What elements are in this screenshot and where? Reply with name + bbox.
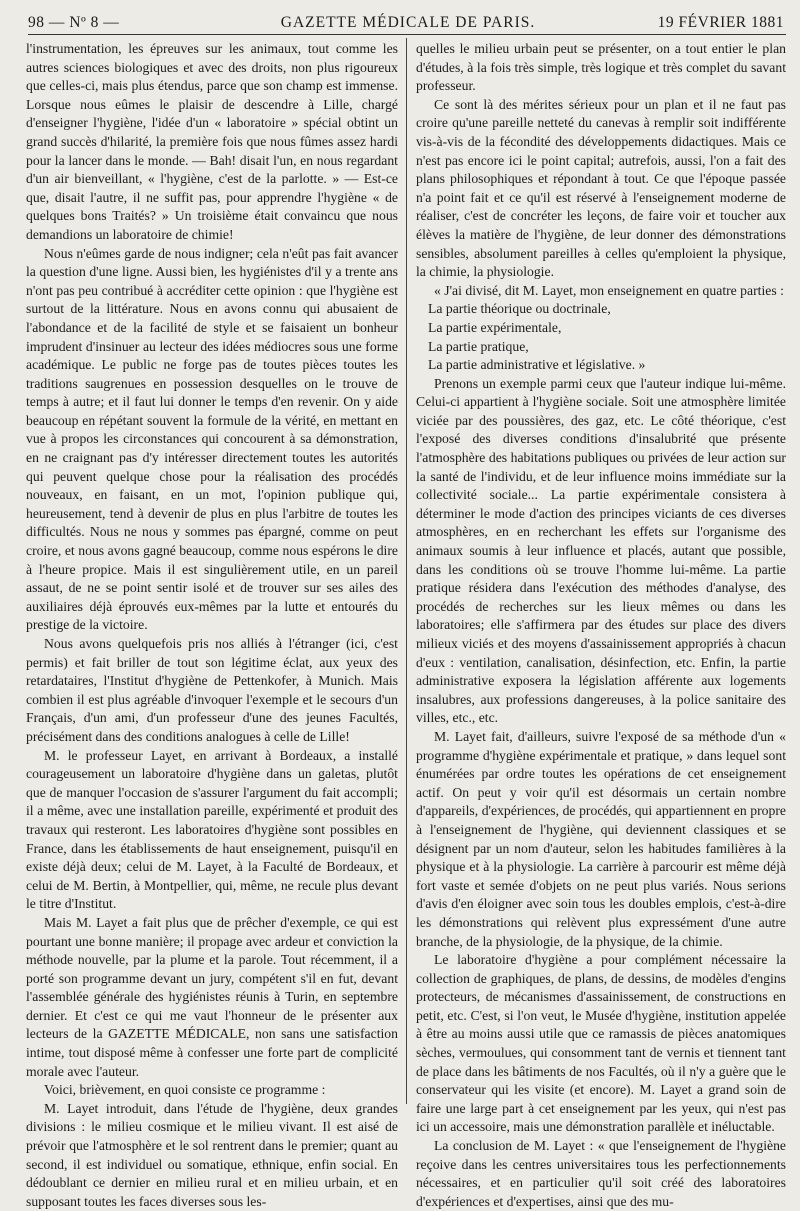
paragraph: quelles le milieu urbain peut se présenter, on a tout entier le plan d'études, à la fois très simple, très logique et très complet du savant professeur. — [416, 41, 786, 94]
paragraph: M. Layet introduit, dans l'étude de l'hygiène, deux grandes divisions : le milieu cosmique et le milieu vivant. Il est aisé de prévoir que l'atmosphère et le sol rentrent dans le premier; quant au second, il est individuel ou somatique, ethnique, enfin social. En dédoublant ce dernier en milieu rural et en milieu urbain, et en supposant toutes les faces diverses sous les- — [26, 1100, 398, 1209]
header-rule — [28, 34, 786, 35]
list-item: La partie pratique, — [428, 338, 529, 354]
paragraph: Mais M. Layet a fait plus que de prêcher d'exemple, ce qui est pourtant une bonne manière; il propage avec ardeur et conviction la méthode nouvelle, par la plume et la parole. Tout récemment, il a porté son programme devant un jury, compétent s'il en fut, devant l'assemblée générale des hygiénistes réunis à Turin, en septembre dernier. Et c'est ce qui me vaut l'honneur de le présenter aux lecteurs de la GAZETTE MÉDICALE, non sans une satisfaction intime, tout disposé même à confesser une forte part de complicité morale avec l'auteur. — [26, 914, 398, 1079]
right-column — [416, 40, 786, 1211]
paragraph: La conclusion de M. Layet : « que l'enseignement de l'hygiène reçoive dans les centres universitaires tous les perfectionnements nécessaires, et en particulier qu'il soit créé des laboratoires d'expériences et d'expertises, ainsi que des mu- — [416, 1138, 786, 1209]
paragraph: Prenons un exemple parmi ceux que l'auteur indique lui-même. Celui-ci appartient à l'hygiène sociale. Soit une atmosphère limitée viciée par des poussières, des gaz, etc. Le côté théorique, c'est l'exposé des diverses conditions d'insalubrité que présente l'atmosphère des habitations publiques ou privées de leur action sur la santé de l'individu, et de leur influence moins immédiate sur la collectivité sociale... La partie expérimentale consistera à déterminer le mode d'action des principes viciants de ces diverses atmosphères, en en recherchant les effets sur l'organisme des animaux soumis à leur influence et placés, autant que possible, dans les conditions où se trouve l'homme lui-même. La partie pratique résidera dans l'exécution des méthodes d'analyse, des procédés de recherches sur les lieux mêmes ou dans les laboratoires; elle s'affirmera par des études sur place des divers milieux viciés et des moyens d'assainissement appropriés à chacun d'eux : ventilation, canalisation, désinfection, etc. Enfin, la partie administrative exposera la législation afférente aux logements insalubres, aux professions dangereuses, à la police sanitaire des villes, etc., etc. — [416, 375, 786, 726]
list-item: La partie expérimentale, — [428, 319, 562, 335]
paragraph: Nous n'eûmes garde de nous indigner; cela n'eût pas fait avancer la question d'une ligne. Aussi bien, les hygiénistes d'il y a trente ans n'ont pas peu contribué à accréditer cette opinion : que l'hygiène est surtout de la littérature. Nous en avons connu qui abusaient de l'abondance et de la facilité de style et se faisaient un bonheur imprudent d'insinuer au lecteur des idées médiocres sous une forme académique. Le public ne forge pas de toutes pièces toutes les traditions saugrenues en possession desquelles on le trouve de temps à autre; et il faut lui donner le temps d'en revenir. On y aide beaucoup en répétant souvent la formule de la vérité, en mettant en vue à propos les circonstances qui concourent à sa démonstration, en ne craignant pas d'y intéresser directement toutes les autorités qui peuvent quelque chose pour la réalisation des procédés nouveaux, en faisant, en un mot, l'opinion publique qui, heureusement, tend à devenir de plus en plus l'arbitre de toutes les difficultés. Nous ne nous y sommes pas épargné, comme on peut croire, et nous avons gagné beaucoup, comme nous espérons le dire à l'heure propice. Mais il est singulièrement utile, en un pareil assaut, de ne se point sentir isolé et de trouver sur ses ailes des auxiliaires déjà éprouvés eux-mêmes par la lutte et entourés du prestige de la victoire. — [26, 245, 398, 633]
page-number: 98 — Nº 8 — — [28, 14, 120, 31]
issue-date: 19 FÉVRIER 1881 — [657, 14, 784, 31]
paragraph: « J'ai divisé, dit M. Layet, mon enseignement en quatre parties : — [434, 282, 784, 298]
paragraph: M. Layet fait, d'ailleurs, suivre l'exposé de sa méthode d'un « programme d'hygiène expérimentale et pratique, » dans lequel sont énumérées par ordre toutes les opérations de cet enseignement actif. On peut y voir qu'il est désormais un certain nombre d'appareils, d'expériences, de procédés, qui appartiennent en propre à l'enseignement de l'hygiène, qui deviennent classiques et se désignent par un nom d'auteur, selon les habitudes familières à la physique et à la physiologie. La carrière à parcourir est même déjà fort vaste et semée d'objets on ne peut plus variés. Nous serions d'avis d'en éloigner avec soin tous les doubles emplois, c'est-à-dire les démonstrations qui relèvent plus expressément d'une autre branche, de la physiologie, de la physique, de la chimie. — [416, 728, 786, 949]
column-divider — [406, 38, 407, 1104]
paragraph: M. le professeur Layet, en arrivant à Bordeaux, a installé courageusement un laboratoire d'hygiène dans un galetas, plutôt que de manquer l'occasion de s'assurer l'argument du fait accompli; il a même, avec une installation pareille, expérimenté et produit des travaux qui resteront. Les laboratoires d'hygiène sont possibles en France, dans les établissements de haut enseignement, puisqu'il en existe déjà deux; celui de M. Layet, à la Faculté de Bordeaux, et celui de M. Bertin, à Montpellier, qui, même, ne recule plus devant le titre d'Institut. — [26, 747, 398, 912]
journal-title: GAZETTE MÉDICALE DE PARIS. — [280, 14, 536, 31]
paragraph: Ce sont là des mérites sérieux pour un plan et il ne faut pas croire qu'une pareille netteté du canevas à remplir soit indifférente vis-à-vis de la fécondité des développements didactiques. Mais ce n'est pas encore ici le point capital; autrefois, aussi, l'on a fait des plans philosophiques et répondant à tout. Ce que l'époque passée n'a point fait et ce qu'il est réservé à l'enseignement moderne de réaliser, c'est de concréter les leçons, de faire voir et toucher aux élèves la matière de l'hygiène, de leur donner des démonstrations sensibles, absolument pareilles à celles qu'emploient la physique, la chimie, la physiologie. — [416, 96, 786, 280]
paragraph: Le laboratoire d'hygiène a pour complément nécessaire la collection de graphiques, de plans, de dessins, de modèles d'engins protecteurs, de mécanismes d'assainissement, de constructions en petit, etc. C'est, si l'on veut, le Musée d'hygiène, institution appelée à être au moins aussi utile que ce ramassis de pièces anatomiques sèches, vermoulues, qui consomment tant de vernis et tiennent tant de place dans les bâtiments de nos Facultés, où il n'y a guère que le conservateur qui les visite (et encore). M. Layet a grand soin de faire une large part à cet enseignement par les yeux, qui n'est pas ici un accessoire, mais une démonstration parallèle et inéluctable. — [416, 952, 786, 1135]
paragraph: l'instrumentation, les épreuves sur les animaux, tout comme les autres sciences biologiques et avec des droits, non plus rigoureux que celles-ci, mais plus étendus, parce que son champ est immense. Lorsque nous eûmes le plaisir de descendre à Lille, chargé d'enseigner l'hygiène, l'idée d'un « laboratoire » spécial obtint un grand succès d'hilarité, la première fois que nous fûmes assez hardi pour la lancer dans le monde. — Bah! disait l'un, en nous regardant d'un air bienveillant, « l'hygiène, c'est de la parlotte. » — Est-ce que, disait l'autre, il ne suffit pas, pour apprendre l'hygiène « de quelques bons Traités? » Un troisième était convaincu que nous demandions un laboratoire de chimie! — [26, 41, 398, 242]
list-item: La partie administrative et législative. » — [428, 357, 646, 373]
list-item: La partie théorique ou doctrinale, — [428, 301, 611, 317]
left-column — [26, 40, 398, 1211]
paragraph: Nous avons quelquefois pris nos alliés à l'étranger (ici, c'est permis) et fait briller de tout son légitime éclat, aux yeux des retardataires, l'Institut d'hygiène de Pettenkofer, à Munich. Mais combien il est plus agréable d'invoquer l'exemple et le secours d'un Français, d'un ami, d'un professeur d'une des jeunes Facultés, précisément dans des conditions analogues à celle de Lille! — [26, 636, 398, 744]
page-header — [28, 10, 788, 36]
paragraph: Voici, brièvement, en quoi consiste ce programme : — [44, 1082, 326, 1098]
